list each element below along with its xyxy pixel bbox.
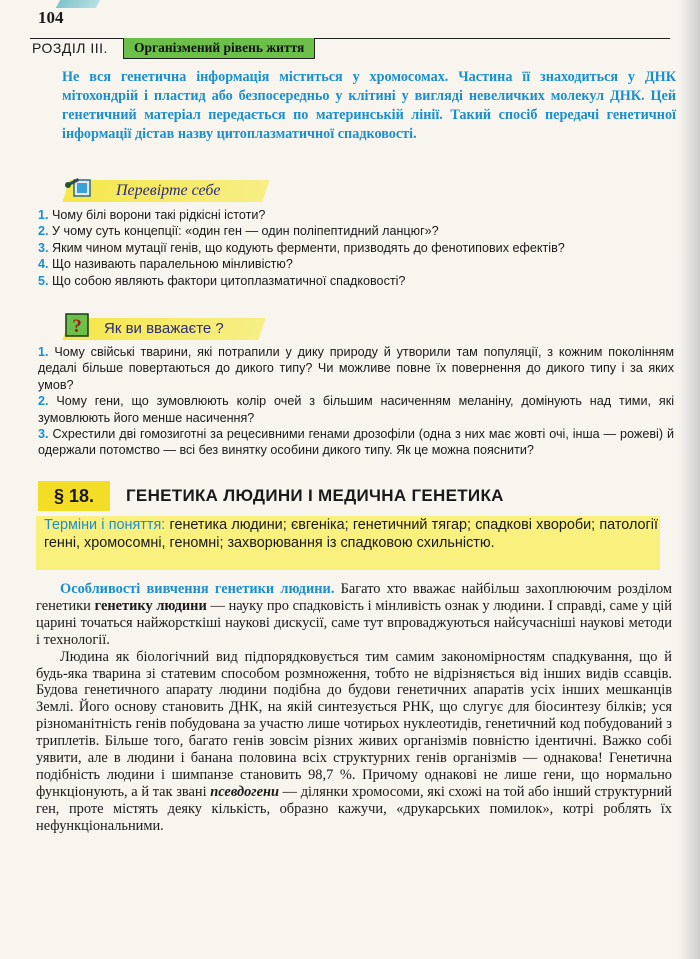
svg-text:?: ?	[72, 316, 82, 337]
body-text	[36, 581, 672, 835]
question-item	[38, 344, 674, 393]
question-item	[38, 207, 674, 223]
what-do-you-think-questions	[38, 344, 674, 459]
text-run: Людина як біологічний вид підпорядковується тим самим закономірностям спадкування, що й будь-яка тварина зі статевим способом розмноження, тобто не відрізняється від інших видів ссавців. Будова генетичного апарату людини подібна до будови генетичних апаратів усіх інших мешканців Землі. Його основу становить ДНК, на якій синтезується РНК, що слугує для біосинтезу білків; уся різноманітність генів побудована за участю лише чотирьох нуклеотидів, генетичний код побудований з триплетів. Більше того, багато генів зовсім різних живих організмів повністю ідентичні. Важко собі уявити, але в людини і банана половина всіх структурних генів організмів — однакова! Генетична подібність людини і шимпанзе становить 98,7 %. Причому однакові не лише гени, що нормально функціонують, а й так звані	[36, 648, 672, 800]
question-text: Чому свійські тварини, які потрапили у дику природу й утворили там популяції, з кожним поколінням дедалі більше повертаються до дикого типу? Чи можливе повне їх повернення до дикого типу і за яких умов?	[38, 345, 674, 392]
question-text: Чому гени, що зумовлюють колір очей з більшим насиченням меланіну, домінують над тими, які зумовлюють його менше насичення?	[38, 394, 675, 425]
paragraph-lead: Особливості вивчення генетики людини.	[60, 581, 335, 597]
bold-term: генетику людини	[94, 597, 207, 614]
book-spine-shadow	[678, 0, 700, 959]
text-run: — науку про спадковість і мінливість ознак у людини. І справді, саме у цій царині точаться найжорсткіші наукові дискусії, саме тут впроваджуються найсучасніші наукові методи і технології.	[36, 597, 672, 648]
question-text: Що називають паралельною мінливістю?	[52, 257, 293, 272]
section-label: РОЗДІЛ III.	[32, 40, 108, 56]
paragraph	[36, 649, 672, 835]
page-number: 104	[38, 8, 64, 27]
question-item	[38, 393, 674, 426]
check-yourself-title: Перевірте себе	[116, 182, 221, 199]
text-run: Багато хто вважає найбільш захоплюючим розділом генетики	[36, 581, 672, 614]
question-text: Яким чином мутації генів, що кодують ферменти, призводять до фенотипових ефектів?	[52, 240, 565, 255]
question-item	[38, 426, 674, 459]
section-heading	[38, 481, 658, 511]
text-run: — ділянки хромосоми, які схожі на той або інший структурний ген, проте містять деяку кількість, образно кажучи, «друкарських помилок», котрі роблять їх нефункціональними.	[36, 783, 672, 834]
question-text: Що собою являють фактори цитоплазматичної спадковості?	[52, 273, 406, 288]
section-number: § 18.	[38, 481, 110, 511]
terms-label: Терміни і поняття:	[44, 517, 166, 533]
corner-decoration	[56, 0, 101, 8]
notebook-pen-icon	[64, 174, 92, 200]
italic-term: псевдогени	[210, 783, 280, 800]
terms-and-concepts	[44, 516, 658, 552]
question-text: У чому суть концепції: «один ген — один поліпептидний ланцюг»?	[52, 224, 439, 239]
question-text: Схрестили дві гомозиготні за рецесивними генами дрозофіли (одна з них має жовті очі, інша — рожеві) й одержали потомство — всі без винятку особини дикого типу. Як це можна пояснити?	[38, 427, 674, 458]
question-item	[38, 256, 674, 272]
question-item	[38, 273, 674, 289]
question-item	[38, 240, 674, 256]
question-mark-icon	[64, 312, 92, 338]
what-do-you-think-title: Як ви вважаєте ?	[104, 320, 224, 337]
question-number: 1.	[38, 345, 49, 359]
terms-list: генетика людини; євгеніка; генетичний тягар; спадкові хвороби; патології генні, хромосомні, геномні; захворювання із спадковою схильністю.	[44, 517, 658, 551]
paragraph	[36, 581, 672, 649]
check-yourself-questions	[38, 207, 674, 289]
question-text: Чому білі ворони такі рідкісні істоти?	[52, 208, 266, 222]
question-number: 2.	[38, 394, 49, 409]
question-number: 3.	[38, 427, 49, 442]
question-number: 1.	[38, 208, 49, 222]
question-number: 5.	[38, 273, 49, 288]
section-title: ГЕНЕТИКА ЛЮДИНИ І МЕДИЧНА ГЕНЕТИКА	[126, 486, 504, 505]
intro-paragraph: Не вся генетична інформація міститься у хромосомах. Частина її знаходиться у ДНК мітохондрій і пластид або безпосередньо у клітині у вигляді невеличких молекул ДНК. Цей генетичний матеріал передається по материнській лінії. Такий спосіб передачі генетичної інформації дістав назву цитоплазматичної спадковості.	[62, 69, 676, 142]
chapter-tab: Організмений рівень життя	[123, 38, 315, 59]
question-number: 4.	[38, 257, 49, 272]
question-number: 3.	[38, 240, 49, 255]
question-item	[38, 223, 674, 239]
question-number: 2.	[38, 224, 49, 239]
